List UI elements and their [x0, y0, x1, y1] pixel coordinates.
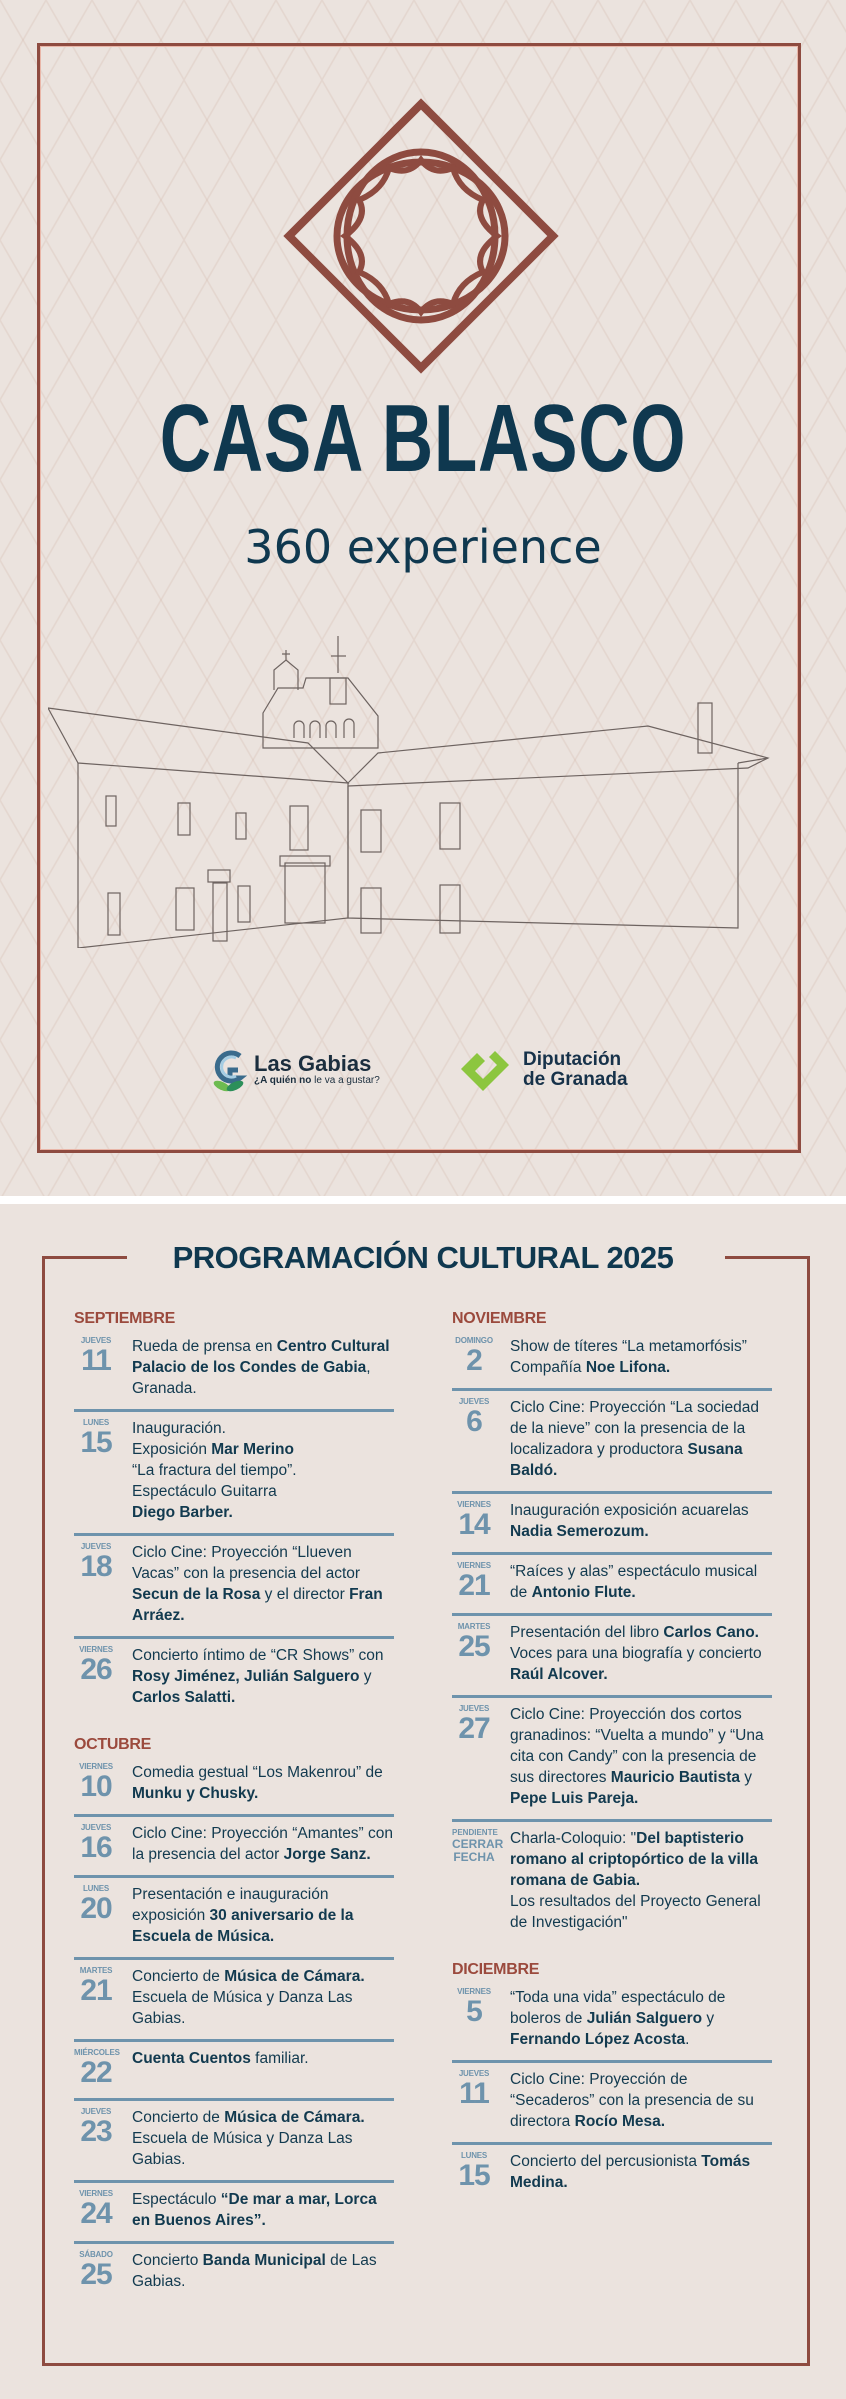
day-number: 22	[80, 2056, 112, 2089]
event-description	[132, 2107, 394, 2170]
day-of-week: VIERNES	[457, 1561, 491, 1570]
description-text: familiar.	[250, 2050, 309, 2067]
day-number: 26	[80, 1653, 112, 1686]
highlight-text: Raúl Alcover.	[510, 1666, 608, 1683]
day-of-week: VIERNES	[79, 1762, 113, 1771]
description-text: Inauguración.	[132, 1420, 226, 1437]
highlight-text: Carlos Salatti.	[132, 1689, 236, 1706]
day-number: 6	[466, 1405, 482, 1438]
highlight-text: Tomás Medina.	[510, 2153, 751, 2191]
pending-date-label: FECHA	[453, 1850, 495, 1864]
event-description	[510, 1828, 772, 1933]
highlight-text: Munku y Chusky.	[132, 1785, 259, 1802]
event-date	[452, 1397, 510, 1481]
month-heading: SEPTIEMBRE	[74, 1310, 176, 1327]
event-date	[74, 1966, 132, 2029]
event-date	[452, 2069, 510, 2132]
description-text: Concierto de	[132, 2109, 225, 2126]
event-date	[74, 1884, 132, 1947]
poster-title: CASA BLASCO	[159, 385, 687, 492]
description-text: “Raíces y alas” espectáculo musical de	[510, 1563, 758, 1601]
event-date	[452, 1336, 510, 1378]
description-text: Espectáculo Guitarra	[132, 1483, 277, 1500]
event-item[interactable]	[452, 1981, 772, 2063]
event-date	[74, 2048, 132, 2088]
event-item[interactable]	[74, 1412, 394, 1536]
event-item[interactable]	[74, 1878, 394, 1960]
highlight-text: Julián Salguero	[586, 2010, 703, 2027]
diamond-rosette-emblem-icon	[283, 98, 559, 374]
day-of-week: JUEVES	[80, 1542, 112, 1551]
day-number: 21	[80, 1974, 112, 2007]
event-description	[132, 1542, 394, 1626]
highlight-text: Mauricio Bautista	[610, 1769, 740, 1786]
day-number: 25	[458, 1630, 490, 1663]
highlight-text: Susana Baldó.	[510, 1441, 743, 1479]
event-description	[132, 2250, 394, 2292]
description-text: Escuela de Música y Danza Las Gabias.	[132, 2130, 353, 2168]
event-item[interactable]	[74, 2042, 394, 2101]
description-text: Presentación e inauguración exposición	[132, 1886, 329, 1924]
schedule-column-right	[452, 1310, 772, 2203]
description-text: Rueda de prensa en	[132, 1338, 277, 1355]
event-date	[452, 1622, 510, 1685]
highlight-text: Cuenta Cuentos	[132, 2050, 251, 2067]
day-number: 11	[459, 2077, 489, 2110]
description-text: Concierto íntimo de “CR Shows” con	[132, 1647, 384, 1664]
day-of-week: JUEVES	[80, 2107, 112, 2116]
month-heading: NOVIEMBRE	[452, 1310, 547, 1327]
las-gabias-name: Las Gabias	[254, 1051, 372, 1076]
description-text: “La fractura del tiempo”.	[132, 1462, 297, 1479]
event-description	[132, 1884, 394, 1947]
description-text: Inauguración exposición acuarelas	[510, 1502, 749, 1519]
day-number: 14	[458, 1508, 490, 1541]
event-description	[510, 1336, 772, 1378]
day-number: 25	[80, 2258, 112, 2291]
day-number: 5	[466, 1995, 482, 2028]
event-description	[132, 1762, 394, 1804]
day-number: 15	[80, 1426, 112, 1459]
las-gabias-logo	[208, 1045, 380, 1095]
highlight-text: “De mar a mar, Lorca en Buenos Aires”.	[132, 2191, 377, 2229]
event-item[interactable]	[74, 2183, 394, 2244]
event-description	[510, 1397, 772, 1481]
highlight-text: Rocío Mesa.	[574, 2113, 666, 2130]
event-date	[74, 1762, 132, 1804]
highlight-text: Mar Merino	[211, 1441, 294, 1458]
event-item[interactable]	[452, 1555, 772, 1616]
description-text: Comedia gestual “Los Makenrou” de	[132, 1764, 383, 1781]
day-of-week: DOMINGO	[455, 1336, 493, 1345]
highlight-text: Fran Arráez.	[132, 1586, 383, 1624]
event-item[interactable]	[452, 2145, 772, 2203]
day-number: 16	[80, 1831, 112, 1864]
description-text: Presentación del libro	[510, 1624, 664, 1641]
diputacion-mark-icon	[455, 1047, 513, 1093]
description-text: y	[702, 2010, 715, 2027]
day-of-week: JUEVES	[458, 1397, 490, 1406]
las-gabias-tagline: ¿A quién no le va a gustar?	[254, 1075, 380, 1086]
month-heading: DICIEMBRE	[452, 1961, 540, 1978]
day-number: 21	[458, 1569, 490, 1602]
description-text: y	[359, 1668, 372, 1685]
description-text: .	[685, 2031, 690, 2048]
month-heading: OCTUBRE	[74, 1736, 152, 1753]
event-description	[510, 1704, 772, 1809]
cultural-schedule	[0, 1204, 846, 2399]
day-of-week: VIERNES	[79, 1645, 113, 1654]
description-text: Concierto	[132, 2252, 203, 2269]
day-of-week: VIERNES	[79, 2189, 113, 2198]
day-of-week: LUNES	[82, 1884, 110, 1893]
schedule-column-left	[74, 1310, 394, 2302]
day-of-week: SÁBADO	[79, 2250, 113, 2259]
event-item[interactable]	[74, 1639, 394, 1718]
schedule-title: PROGRAMACIÓN CULTURAL 2025	[172, 1240, 674, 1275]
event-date	[452, 1704, 510, 1809]
highlight-text: Noe Lifona.	[585, 1359, 671, 1376]
highlight-text: Carlos Cano.	[663, 1624, 759, 1641]
description-text: “Toda una vida” espectáculo de boleros de	[510, 1989, 726, 2027]
event-date	[74, 1542, 132, 1626]
description-text: de Las Gabias.	[132, 2252, 377, 2290]
event-description	[510, 1500, 772, 1542]
pending-date-label: PENDIENTE	[452, 1828, 498, 1837]
description-text: Ciclo Cine: Proyección “Llueven Vacas” con la presencia del actor	[132, 1544, 361, 1582]
pending-date-label: CERRAR	[452, 1837, 504, 1851]
event-date	[74, 1336, 132, 1399]
page-gap	[0, 1196, 846, 1204]
highlight-text: Rosy Jiménez, Julián Salguero	[132, 1668, 360, 1685]
poster-subtitle: 360 experience	[244, 520, 602, 574]
highlight-text: Banda Municipal	[202, 2252, 326, 2269]
day-number: 23	[80, 2115, 112, 2148]
diputacion-line2: de Granada	[523, 1069, 628, 1090]
day-of-week: LUNES	[82, 1418, 110, 1427]
description-text: Charla-Coloquio: "	[510, 1830, 637, 1847]
event-item[interactable]	[74, 1817, 394, 1878]
event-item[interactable]	[452, 1616, 772, 1698]
event-description	[132, 1966, 394, 2029]
event-item[interactable]	[74, 2101, 394, 2183]
diputacion-line1: Diputación	[523, 1049, 622, 1070]
description-text: Ciclo Cine: Proyección “La sociedad de la nieve” con la presencia de la localizadora y productora	[510, 1399, 759, 1458]
highlight-text: Fernando López Acosta	[510, 2031, 686, 2048]
event-description	[132, 1418, 394, 1523]
description-text: Show de títeres “La metamorfósis” Compañía	[510, 1338, 747, 1376]
event-item[interactable]	[452, 1822, 772, 1943]
description-text: y	[740, 1769, 753, 1786]
description-text: Concierto del percusionista	[510, 2153, 702, 2170]
day-of-week: VIERNES	[457, 1987, 491, 1996]
event-item[interactable]	[74, 1330, 394, 1412]
event-item[interactable]	[74, 1960, 394, 2042]
event-date	[74, 2250, 132, 2292]
description-text: Escuela de Música y Danza Las Gabias.	[132, 1989, 353, 2027]
description-text: Los resultados del Proyecto General de Investigación"	[510, 1893, 761, 1931]
highlight-text: Centro Cultural Palacio de los Condes de Gabia	[132, 1338, 390, 1376]
day-number: 20	[80, 1892, 112, 1925]
highlight-text: Música de Cámara.	[224, 1968, 365, 1985]
day-of-week: LUNES	[460, 2151, 488, 2160]
day-number: 18	[80, 1550, 112, 1583]
event-date	[452, 2151, 510, 2193]
description-text: Ciclo Cine: Proyección dos cortos granadinos: “Vuelta a mundo” y “Una cita con Candy” con la presencia de sus directores	[510, 1706, 764, 1786]
event-date	[74, 2189, 132, 2231]
event-description	[132, 2048, 394, 2088]
highlight-text: Del baptisterio romano al criptopórtico de la villa romana de Gabia.	[510, 1830, 759, 1889]
diputacion-granada-logo	[455, 1045, 628, 1095]
event-date	[74, 1418, 132, 1523]
event-date	[452, 1500, 510, 1542]
poster-cover	[0, 0, 846, 1196]
description-text: Espectáculo	[132, 2191, 221, 2208]
event-item[interactable]	[74, 1756, 394, 1817]
day-number: 24	[80, 2197, 112, 2230]
highlight-text: Antonio Flute.	[531, 1584, 636, 1601]
event-description	[132, 2189, 394, 2231]
day-number: 27	[458, 1712, 490, 1745]
event-item[interactable]	[452, 2063, 772, 2145]
description-text: Ciclo Cine: Proyección “Amantes” con la presencia del actor	[132, 1825, 394, 1863]
description-text: Exposición	[132, 1441, 212, 1458]
day-number: 15	[458, 2159, 490, 2192]
highlight-text: Jorge Sanz.	[283, 1846, 371, 1863]
day-of-week: JUEVES	[458, 1704, 490, 1713]
event-description	[510, 1987, 772, 2050]
event-description	[510, 2069, 772, 2132]
event-date	[74, 2107, 132, 2170]
day-of-week: JUEVES	[80, 1823, 112, 1832]
highlight-text: Música de Cámara.	[224, 2109, 365, 2126]
day-of-week: MARTES	[79, 1966, 113, 1975]
event-description	[132, 1645, 394, 1708]
highlight-text: Pepe Luis Pareja.	[510, 1790, 639, 1807]
highlight-text: 30 aniversario de la Escuela de Música.	[132, 1907, 354, 1945]
event-item[interactable]	[452, 1391, 772, 1494]
description-text: Concierto de	[132, 1968, 225, 1985]
event-description	[510, 1561, 772, 1603]
building-sketch-illustration	[48, 628, 798, 948]
event-description	[132, 1336, 394, 1399]
description-text: y el director	[260, 1586, 350, 1603]
event-description	[510, 1622, 772, 1685]
highlight-text: Secun de la Rosa	[132, 1586, 261, 1603]
day-number: 11	[81, 1344, 111, 1377]
day-of-week: MARTES	[457, 1622, 491, 1631]
day-number: 2	[466, 1344, 482, 1377]
highlight-text: Nadia Semerozum.	[510, 1523, 649, 1540]
description-text: Ciclo Cine: Proyección de “Secaderos” con la presencia de su directora	[510, 2071, 754, 2130]
day-of-week: JUEVES	[458, 2069, 490, 2078]
event-description	[132, 1823, 394, 1865]
event-item[interactable]	[74, 2244, 394, 2302]
event-date	[452, 1987, 510, 2050]
las-gabias-mark-icon	[208, 1048, 248, 1092]
event-description	[510, 2151, 772, 2193]
event-date	[452, 1828, 510, 1933]
event-item[interactable]	[452, 1698, 772, 1822]
event-item[interactable]	[74, 1536, 394, 1639]
description-text: , Granada.	[132, 1359, 371, 1397]
day-of-week: MIÉRCOLES	[74, 2048, 120, 2057]
event-item[interactable]	[452, 1330, 772, 1391]
event-date	[74, 1823, 132, 1865]
day-of-week: VIERNES	[457, 1500, 491, 1509]
day-number: 10	[80, 1770, 112, 1803]
description-text: Voces para una biografía y concierto	[510, 1645, 762, 1662]
day-of-week: JUEVES	[80, 1336, 112, 1345]
event-date	[74, 1645, 132, 1708]
logos-row	[0, 1045, 846, 1105]
event-date	[452, 1561, 510, 1603]
highlight-text: Diego Barber.	[132, 1504, 233, 1521]
event-item[interactable]	[452, 1494, 772, 1555]
